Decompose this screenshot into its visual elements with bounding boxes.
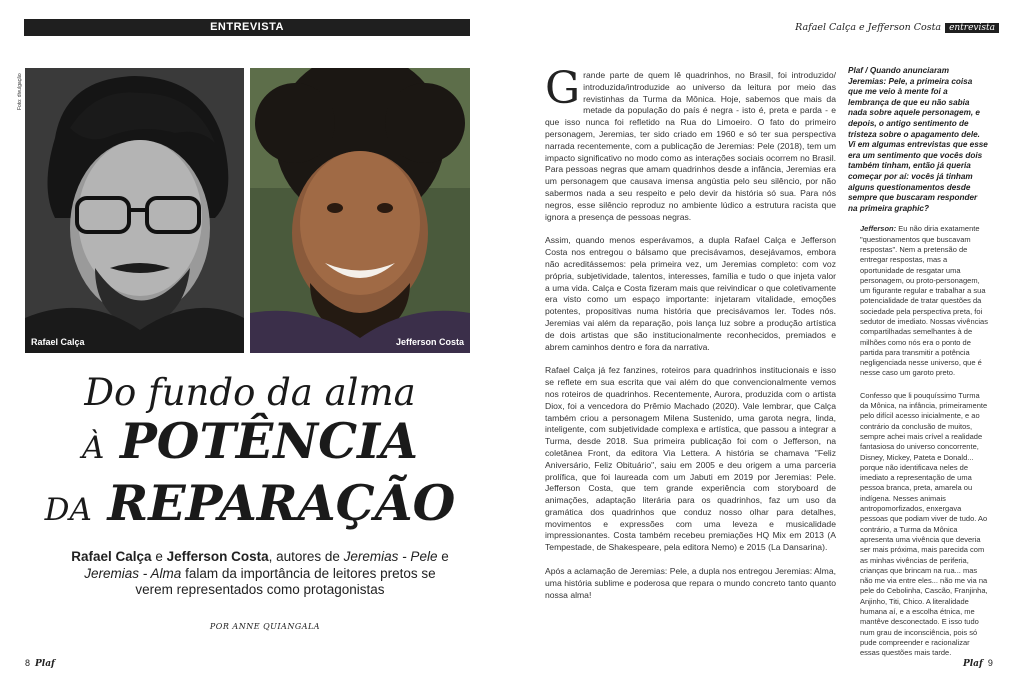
headline-line3-small: DA <box>44 492 92 528</box>
body-paragraph-2: Assim, quando menos esperávamos, a dupla Rafael Calça e Jefferson Costa nos entregou o bálsamo que precisávamos, desejávamos, embora não acreditássemos: pela primeira vez, um Jeremias completo: com voz própria, subjetividade, talentos, interesses, família e tudo o que injeta valor a uma vida. Calça e Costa fizeram mais que reivindicar o que coletivamente era visto como um espaço importante: injetaram vitalidade, emoções potentes, propositivas numa história que precisávamos ler. Todes nós. Jeremias vai além da reparação, pois lança luz sobre a produção artística de dois artistas que são institucionalmente reconhecidos, premiados e abrem caminhos dentro e fora da narrativa. <box>545 235 836 352</box>
body-paragraph-3: Rafael Calça já fez fanzines, roteiros para quadrinhos institucionais e isso se reflete em sua escrita que vai além do que convencionalmente vemos nos roteiros de quadrinhos. Recentemente, Aurora, produzida com o artista Diox, foi a vencedora do Prêmio Machado (2020). Vale lembrar, que Calça também criou a personagem Milena Sustenido, uma garota negra, linda, inteligente, com subjetividade complexa e artística, que passou a integrar a Turma, desde 2018. Sua primeira publicação foi com o Jefferson, na coletânea Front, da editora Via Lettera. A história se chamava "Feliz Aniversário, Feliz Obituário", saiu em 2005 e deu origem a uma parceria prolífica, que foi laureada com um Jabuti em 2019 por Jeremias: Pele. Jefferson Costa, que tem grande experiência com storyboard de animações, adaptação literária para os quadrinhos, faz um uso da gramática dos quadrinhos que conduz nosso olhar para detalhes, movimentos e expressões com uma leveza e musicalidade impressionantes. Costa também recebeu premiações HQ Mix em 2013 (A Tempestade, de Shakespeare, pela editora Nemo) e 2015 (La Dansarina). <box>545 365 836 553</box>
article-body <box>545 63 836 613</box>
deck: Rafael Calça e Jefferson Costa, autores de Jeremias - Pele e Jeremias - Alma falam da importância de leitores pretos se verem representados como protagonistas <box>71 549 449 597</box>
photo-label-rafael: Rafael Calça <box>31 337 85 347</box>
headline-line2-big: POTÊNCIA <box>119 412 419 470</box>
headline-line2-small: À <box>81 430 105 466</box>
photo-rafael-calca <box>25 68 244 353</box>
folio-right: Plaf 9 <box>963 658 993 669</box>
folio-left: 8 Plaf <box>25 658 55 669</box>
byline: POR ANNE QUIANGALA <box>209 622 321 631</box>
running-head: Rafael Calça e Jefferson Costa entrevista <box>795 22 999 33</box>
headline-line3-big: REPARAÇÃO <box>107 474 456 532</box>
photo-jefferson-costa <box>250 68 470 353</box>
headline-line3 <box>30 474 470 532</box>
interview-answer-2: Confesso que li pouquíssimo Turma da Mônica, na infância, primeiramente pelo difícil acesso inicialmente, e ao contrário da conclusão de muitos, sempre achei mais crível a realidade fantasiosa do universo concorrente, Disney, Mickey, Pateta e Donald... porque não identificava neles de imediato a representação de uma pessoa branca, preta, amarela ou indígena. Nesses animais antropomorfizados, enxergava pessoas que podiam viver de tudo. Ao contrário, a Turma da Mônica apresenta uma vivência que deveria ser mais próxima, mais parecida com as minhas vivências de periferia, crianças que brincam na rua... mas não me via entre eles... não me via na pele do Cebolinha, Cascão, Franjinha, Anjinho, Titi, Chico. A literalidade humana aí, e a escolha étnica, me mantêve desconectado. E isso tudo num grau de inconsciência, pois só pude compreender e racionalizar essas questões mais tarde. <box>860 390 988 658</box>
body-paragraph-1: Grande parte de quem lê quadrinhos, no Brasil, foi introduzido/ introduzida/introduzide ao universo da leitura por meio das revistinhas da Turma da Mônica. Hoje, sabemos que mais da metade da população do país é negra - isto é, preta e parda - e que isso nunca foi refletido na Rua do Limoeiro. O fato do primeiro personagem, Jeremias, ter sido criado em 1960 e só ter sua perspectiva narrada recentemente, com a publicação de Jeremias: Pele (2018), tem um impacto significativo no modo como as interações sociais ocorrem no Brasil. Para pessoas negras que amam quadrinhos desde a infância, Jeremias era um personagem que causava imensa angústia pelo seu silêncio, por não sabermos nada a seu respeito e pelo devir da história só sua. Para nós negros, esse silêncio reproduz no ambiente lúdico a estrutura racista que ignora a presença de pessoas negras. <box>545 63 836 222</box>
portrait-rafael-image <box>25 68 244 353</box>
interview-column <box>848 66 988 670</box>
portrait-jefferson-image <box>250 68 470 353</box>
headline-line1: Do fundo da alma <box>84 371 416 414</box>
drop-cap: G <box>545 63 581 114</box>
photo-credit: Foto: divulgação <box>17 73 23 110</box>
body-paragraph-4: Após a aclamação de Jeremias: Pele, a dupla nos entregou Jeremias: Alma, uma história sublime e poderosa que repara o mundo concreto tanto quanto nossa alma! <box>545 566 836 600</box>
interview-question-1: Plaf / Quando anunciaram Jeremias: Pele, a primeira coisa que me veio à mente foi a lembrança de que eu não sabia nada sobre aquele personagem, e depois, o antigo sentimento de tristeza sobre o apagamento dele. Vi em algumas entrevistas que esse era um sentimento que vocês dois também tinham, então já queria começar por aí: vocês já tinham alguns questionamentos desde sempre que buscaram responder na primeira graphic? <box>848 66 988 213</box>
interview-answer-1: Jefferson: Eu não diria exatamente "questionamentos que buscavam respostas". Nem a pretensão de entregar respostas, mas a oportunidade de resgatar uma personagem, ou proto-personagem, um figurante regular e trabalhar a sua potencialidade de tratar questões da sociedade pela perspectiva preta, foi sedutor de imediato. Nossas vivências compartilhadas semelhantes à de milhões como nós era o ponto de partida para transmitir a potência negligenciada nesse universo, que é nesse caso um garoto preto. <box>860 224 988 378</box>
headline-line2 <box>40 412 460 470</box>
photo-label-jefferson: Jefferson Costa <box>395 337 464 347</box>
section-label: ENTREVISTA <box>24 19 470 36</box>
